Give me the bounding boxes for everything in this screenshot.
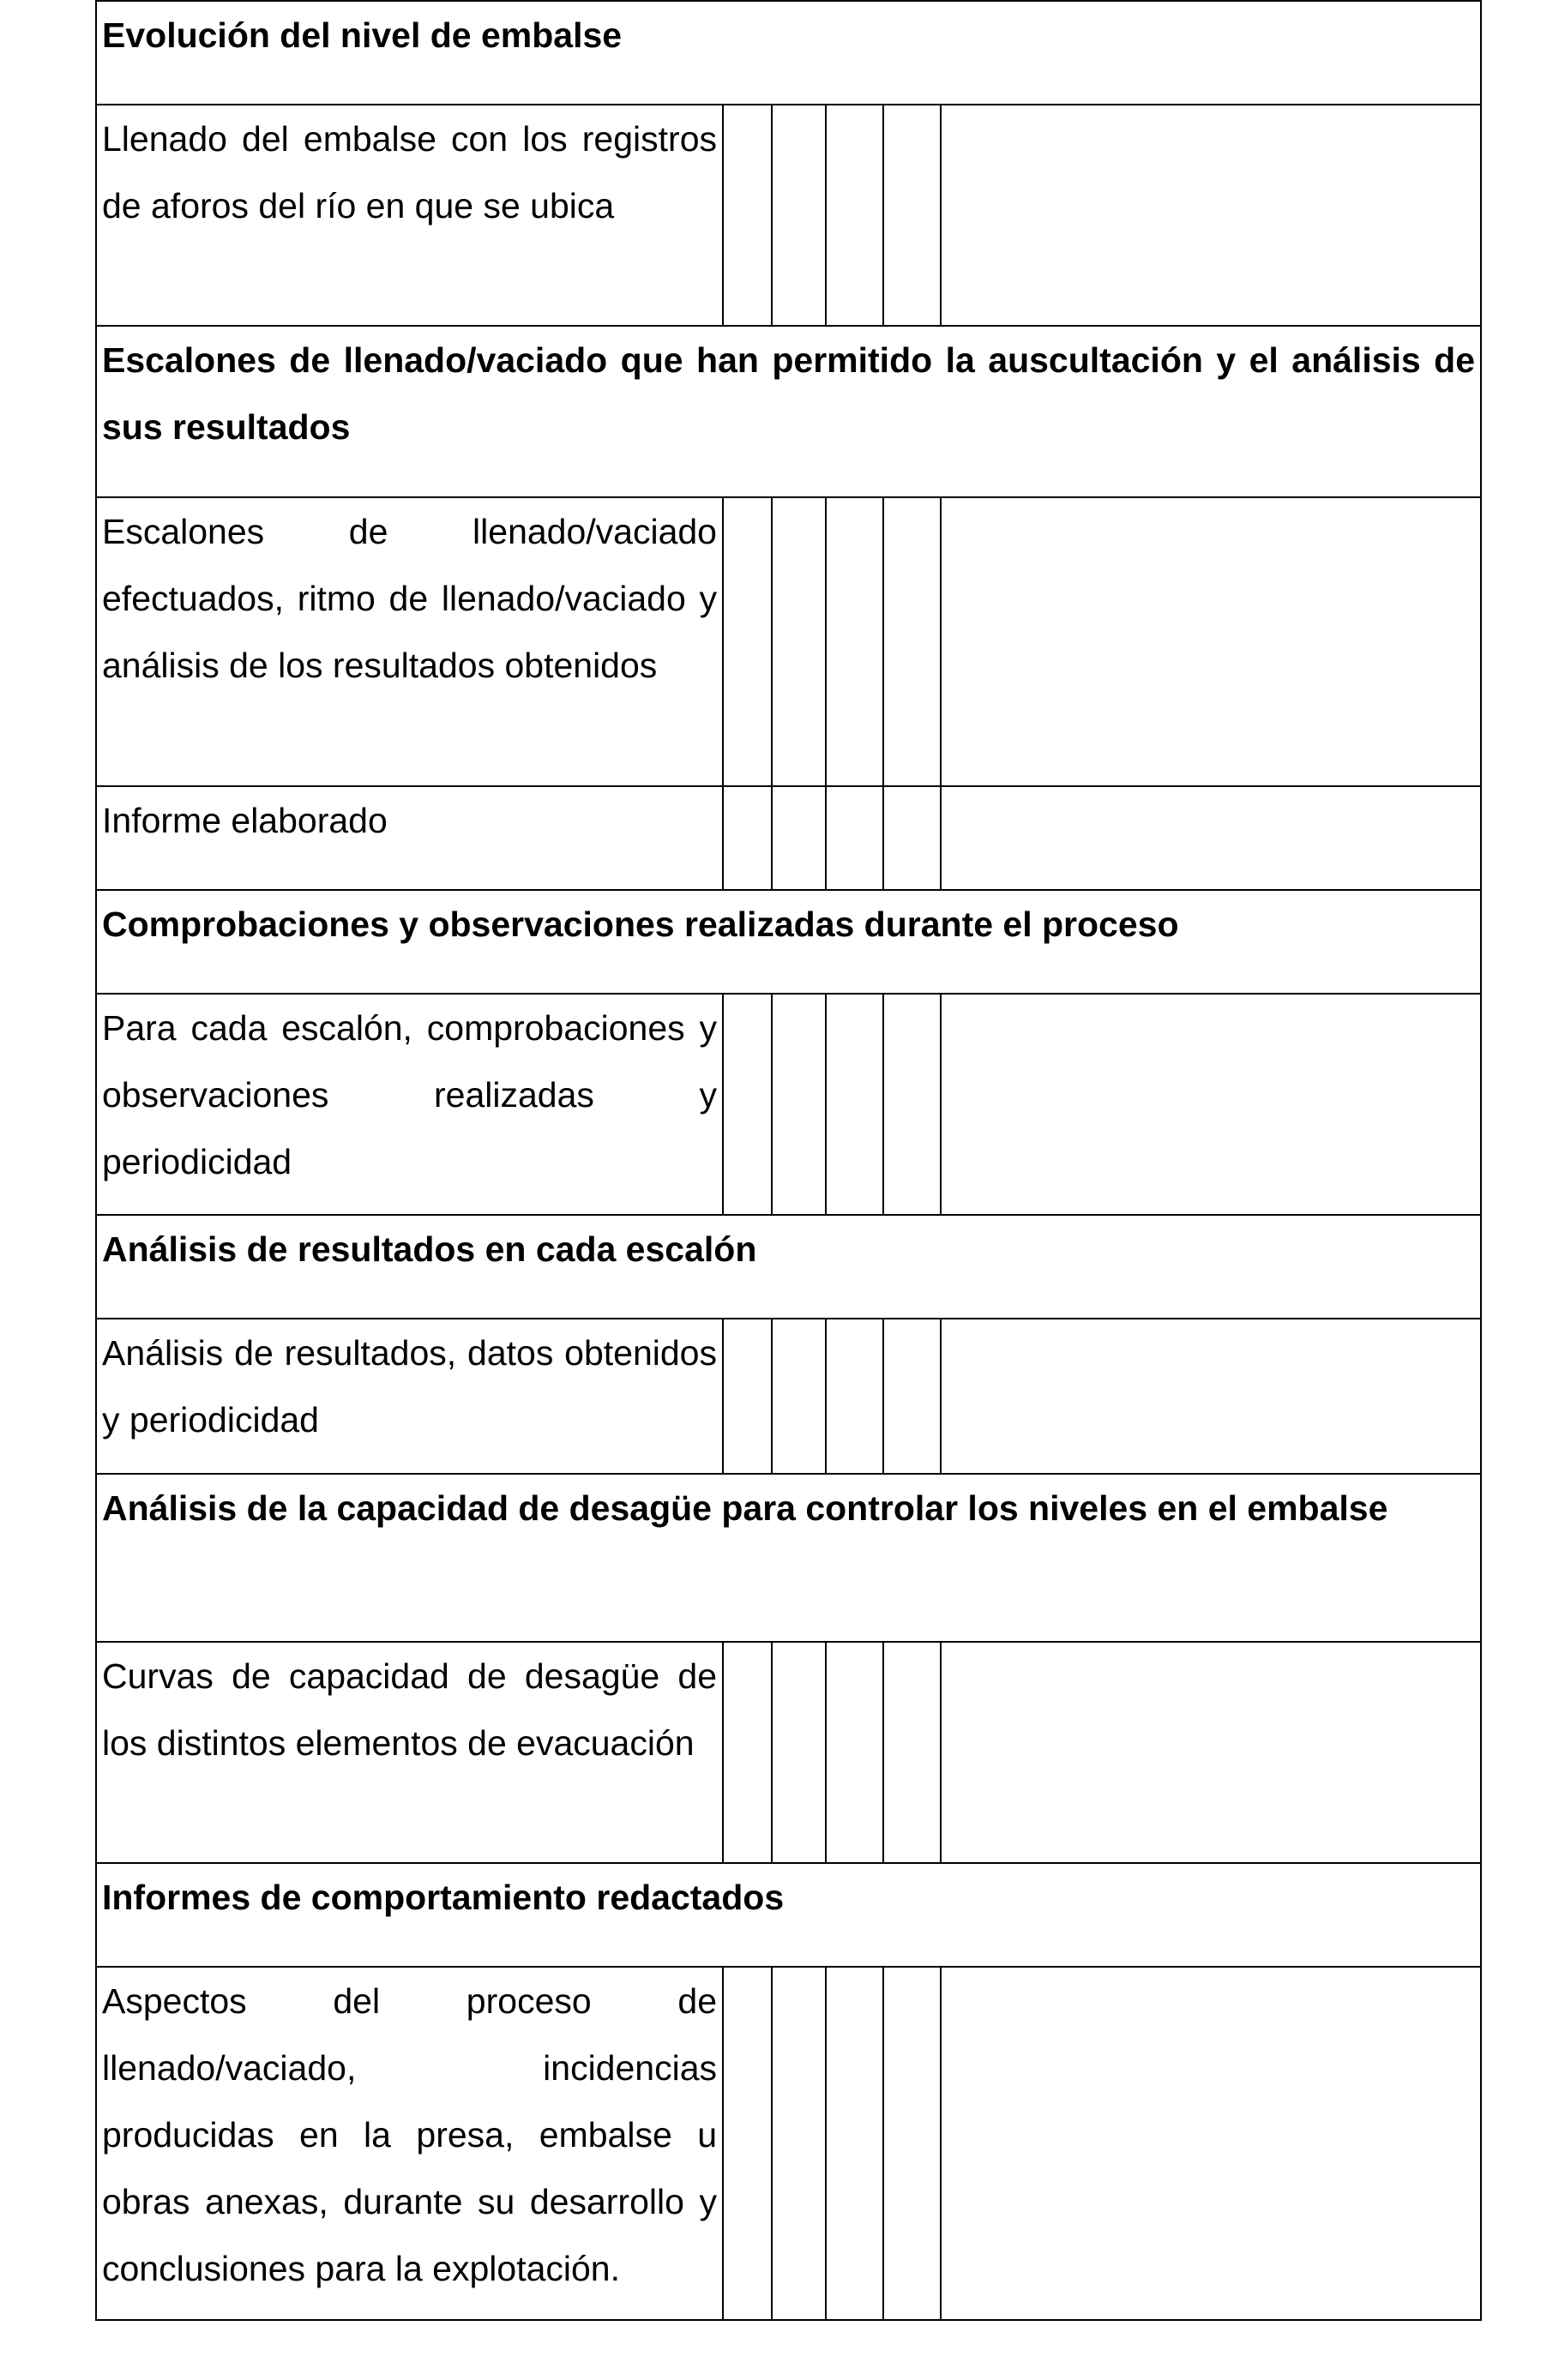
observations-cell[interactable] [941, 1642, 1481, 1863]
section-heading-text: Análisis de la capacidad de desagüe para controlar los niveles en el embalse [102, 1488, 1388, 1528]
item-description-text: Análisis de resultados, datos obtenidos y periodicidad [102, 1333, 717, 1439]
item-description-text: Llenado del embalse con los registros de aforos del río en que se ubica [102, 119, 717, 225]
item-description-text: Para cada escalón, comprobaciones y observaciones realizadas y periodicidad [102, 1008, 717, 1181]
section-row [96, 890, 1481, 994]
check-cell-4[interactable] [883, 497, 941, 786]
item-description [96, 786, 723, 890]
check-cell-1[interactable] [723, 1967, 772, 2320]
section-heading-text: Escalones de llenado/vaciado que han permitido la auscultación y el análisis de sus resultados [102, 340, 1476, 447]
observations-cell[interactable] [941, 1319, 1481, 1474]
checklist-table [95, 0, 1482, 2321]
check-cell-4[interactable] [883, 786, 941, 890]
check-cell-2[interactable] [772, 1642, 826, 1863]
section-heading [96, 326, 1481, 497]
section-heading [96, 1863, 1481, 1967]
check-cell-2[interactable] [772, 497, 826, 786]
section-heading [96, 1215, 1481, 1319]
check-cell-4[interactable] [883, 1642, 941, 1863]
section-row [96, 326, 1481, 497]
item-description [96, 497, 723, 786]
item-row [96, 105, 1481, 326]
section-heading [96, 890, 1481, 994]
observations-cell[interactable] [941, 1967, 1481, 2320]
check-cell-4[interactable] [883, 1967, 941, 2320]
check-cell-1[interactable] [723, 497, 772, 786]
check-cell-2[interactable] [772, 786, 826, 890]
observations-cell[interactable] [941, 994, 1481, 1215]
check-cell-1[interactable] [723, 786, 772, 890]
check-cell-2[interactable] [772, 105, 826, 326]
check-cell-4[interactable] [883, 105, 941, 326]
item-description [96, 1967, 723, 2320]
check-cell-2[interactable] [772, 994, 826, 1215]
check-cell-4[interactable] [883, 1319, 941, 1474]
check-cell-1[interactable] [723, 1319, 772, 1474]
observations-cell[interactable] [941, 105, 1481, 326]
item-row [96, 786, 1481, 890]
item-description [96, 105, 723, 326]
section-heading [96, 1, 1481, 105]
item-row [96, 497, 1481, 786]
section-heading [96, 1474, 1481, 1642]
check-cell-2[interactable] [772, 1967, 826, 2320]
section-heading-text: Evolución del nivel de embalse [102, 15, 623, 55]
item-description-text: Informe elaborado [102, 801, 388, 840]
section-row [96, 1, 1481, 105]
observations-cell[interactable] [941, 497, 1481, 786]
item-description-text: Escalones de llenado/vaciado efectuados, ritmo de llenado/vaciado y análisis de los resultados obtenidos [102, 512, 717, 685]
check-cell-3[interactable] [826, 1319, 883, 1474]
item-description [96, 1319, 723, 1474]
section-row [96, 1863, 1481, 1967]
item-row [96, 1319, 1481, 1474]
check-cell-1[interactable] [723, 994, 772, 1215]
check-cell-3[interactable] [826, 105, 883, 326]
item-description [96, 1642, 723, 1863]
item-description [96, 994, 723, 1215]
check-cell-3[interactable] [826, 994, 883, 1215]
item-description-text: Aspectos del proceso de llenado/vaciado, incidencias producidas en la presa, embalse u obras anexas, durante su desarrollo y conclusiones para la explotación. [102, 1981, 717, 2288]
check-cell-3[interactable] [826, 1642, 883, 1863]
item-description-text: Curvas de capacidad de desagüe de los distintos elementos de evacuación [102, 1656, 717, 1763]
check-cell-1[interactable] [723, 105, 772, 326]
section-heading-text: Comprobaciones y observaciones realizadas durante el proceso [102, 905, 1179, 944]
item-row [96, 994, 1481, 1215]
section-heading-text: Informes de comportamiento redactados [102, 1878, 785, 1917]
section-row [96, 1474, 1481, 1642]
item-row [96, 1967, 1481, 2320]
check-cell-1[interactable] [723, 1642, 772, 1863]
check-cell-4[interactable] [883, 994, 941, 1215]
check-cell-3[interactable] [826, 786, 883, 890]
check-cell-3[interactable] [826, 497, 883, 786]
observations-cell[interactable] [941, 786, 1481, 890]
item-row [96, 1642, 1481, 1863]
check-cell-2[interactable] [772, 1319, 826, 1474]
section-heading-text: Análisis de resultados en cada escalón [102, 1229, 757, 1269]
section-row [96, 1215, 1481, 1319]
check-cell-3[interactable] [826, 1967, 883, 2320]
